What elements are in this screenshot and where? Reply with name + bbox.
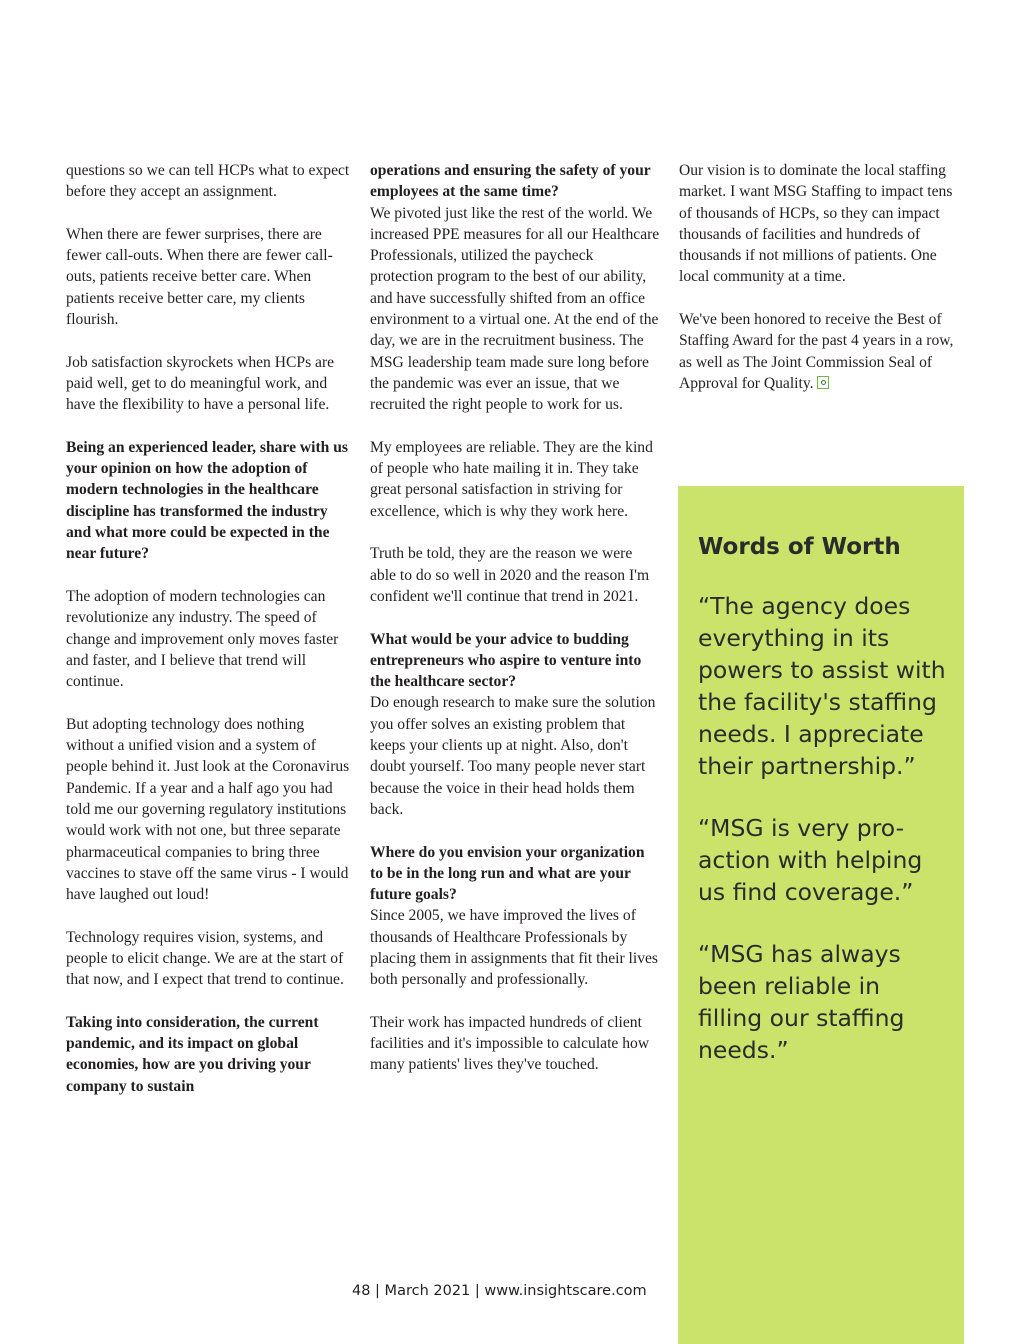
testimonial-quote: “MSG is very pro-action with helping us find coverage.” xyxy=(698,814,923,906)
interview-question: Being an experienced leader, share with us your opinion on how the adoption of modern technologies in the healthcare discipline has transformed the industry and what more could be expected in the near future? xyxy=(66,438,348,563)
paragraph xyxy=(679,309,969,394)
sidebar-title: Words of Worth xyxy=(698,534,901,560)
page-footer: 48 | March 2021 | www.insightscare.com xyxy=(352,1283,647,1299)
article-column-3 xyxy=(679,160,969,416)
paragraph: Their work has impacted hundreds of client facilities and it's impossible to calculate how many patients' lives they've touched. xyxy=(370,1013,650,1074)
paragraph-text: We've been honored to receive the Best of Staffing Award for the past 4 years in a row, as well as The Joint Commission Seal of Approval for Quality. xyxy=(679,311,954,392)
paragraph: Truth be told, they are the reason we were able to do so well in 2020 and the reason I'm confident we'll continue that trend in 2021. xyxy=(370,545,650,605)
interview-question: Where do you envision your organization to be in the long run and what are your future goals? xyxy=(370,843,645,904)
interview-question: operations and ensuring the safety of your employees at the same time? xyxy=(370,162,651,201)
article-column-2 xyxy=(370,160,660,1097)
article-column-1 xyxy=(66,160,351,1097)
interview-question: Taking into consideration, the current pandemic, and its impact on global economies, how are you driving your company to sustain xyxy=(66,1013,319,1095)
words-of-worth-sidebar xyxy=(678,486,964,1344)
paragraph: Do enough research to make sure the solution you offer solves an existing problem that keeps your clients up at night. Also, don't doubt yourself. Too many people never start because the voice in their head holds them back. xyxy=(370,694,656,818)
interview-question: What would be your advice to budding entrepreneurs who aspire to venture into the healthcare sector? xyxy=(370,630,642,691)
paragraph: Job satisfaction skyrockets when HCPs are paid well, get to do meaningful work, and have the flexibility to have a personal life. xyxy=(66,353,335,414)
sidebar-content xyxy=(698,532,948,1096)
testimonial-quote: “MSG has always been reliable in filling our staffing needs.” xyxy=(698,940,905,1064)
paragraph: questions so we can tell HCPs what to expect before they accept an assignment. xyxy=(66,162,350,201)
paragraph: Technology requires vision, systems, and people to elicit change. We are at the start of that now, and I expect that trend to continue. xyxy=(66,928,344,989)
paragraph: But adopting technology does nothing without a unified vision and a system of people behind it. Just look at the Coronavirus Pandemic. If a year and a half ago you had told me our governing regulatory institutions would work with not one, but three separate pharmaceutical companies to bring three vaccines to stave off the same virus - I would have laughed out loud! xyxy=(66,715,350,904)
paragraph: My employees are reliable. They are the kind of people who hate mailing it in. They take great personal satisfaction in striving for excellence, which is why they work here. xyxy=(370,438,653,520)
testimonial-quote: “The agency does everything in its powers to assist with the facility's staffing needs. I appreciate their partnership.” xyxy=(698,592,946,780)
paragraph: The adoption of modern technologies can revolutionize any industry. The speed of change and improvement only moves faster and faster, and I believe that trend will continue. xyxy=(66,587,339,691)
paragraph: Since 2005, we have improved the lives of thousands of Healthcare Professionals by placing them in assignments that fit their lives both personally and professionally. xyxy=(370,907,658,989)
seal-icon xyxy=(817,376,829,389)
paragraph: We pivoted just like the rest of the world. We increased PPE measures for all our Healthcare Professionals, utilized the paycheck protection program to the best of our ability, and have successfully shifted from an office environment to a virtual one. At the end of the day, we are in the recruitment business. The MSG leadership team made sure long before the pandemic was ever an issue, that we recruited the right people to work for us. xyxy=(370,204,660,414)
paragraph: Our vision is to dominate the local staffing market. I want MSG Staffing to impact tens of thousands of HCPs, so they can impact thousands of facilities and hundreds of thousands if not millions of patients. One local community at a time. xyxy=(679,162,953,286)
paragraph: When there are fewer surprises, there are fewer call-outs. When there are fewer call-outs, patients receive better care. When patients receive better care, my clients flourish. xyxy=(66,225,333,329)
